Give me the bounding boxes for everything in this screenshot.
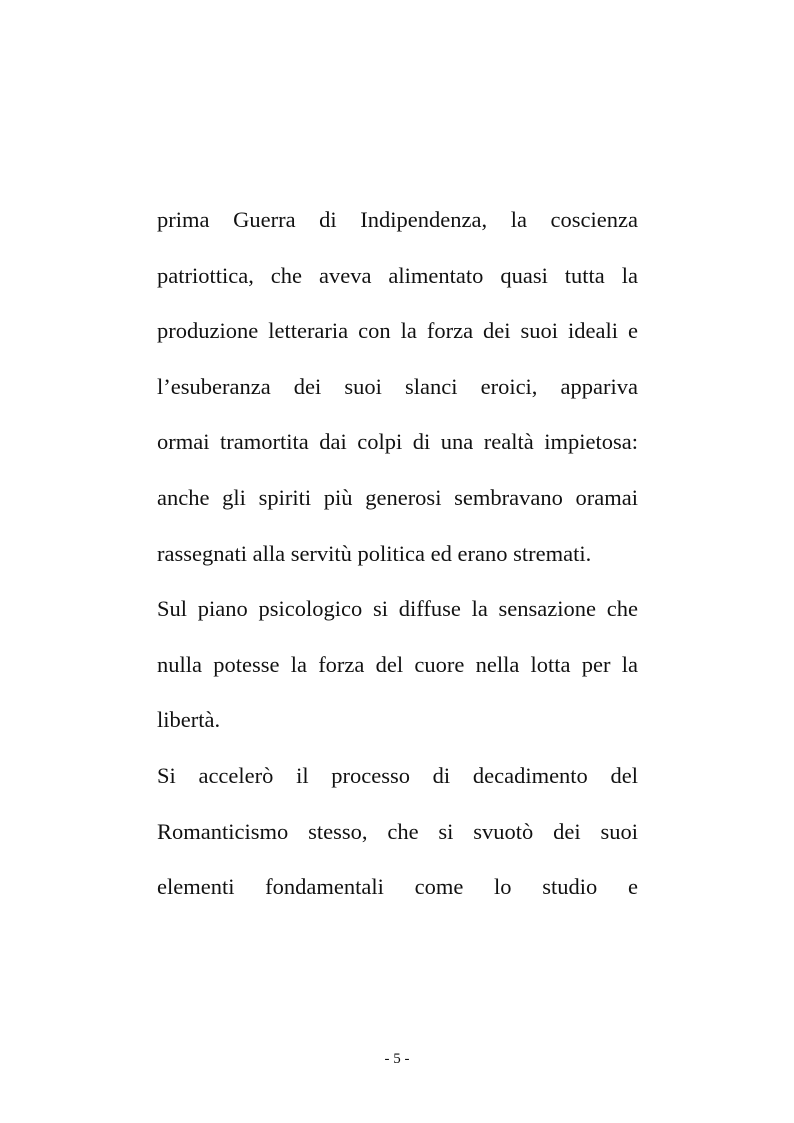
text-line: l’esuberanza dei suoi slanci eroici, appariva [157, 373, 638, 399]
page-number: - 5 - [384, 1051, 410, 1067]
text-line: Romanticismo stesso, che si svuotò dei suoi [157, 818, 638, 844]
text-line: Sul piano psicologico si diffuse la sensazione che [157, 596, 638, 622]
text-line: ormai tramortita dai colpi di una realtà impietosa: [157, 429, 638, 455]
text-line: prima Guerra di Indipendenza, la coscienza [157, 207, 638, 232]
text-line: libertà. [157, 707, 221, 733]
text-line: anche gli spiriti più generosi sembravano oramai [157, 484, 638, 510]
body-text [157, 201, 638, 924]
text-line: elementi fondamentali come lo studio e [157, 874, 638, 900]
text-line: produzione letteraria con la forza dei suoi ideali e [157, 318, 638, 344]
text-line: nulla potesse la forza del cuore nella lotta per la [157, 651, 638, 677]
text-line: patriottica, che aveva alimentato quasi tutta la [157, 262, 638, 288]
text-line: Si accelerò il processo di decadimento del [157, 762, 638, 788]
text-line: rassegnati alla servitù politica ed erano stremati. [157, 540, 592, 566]
